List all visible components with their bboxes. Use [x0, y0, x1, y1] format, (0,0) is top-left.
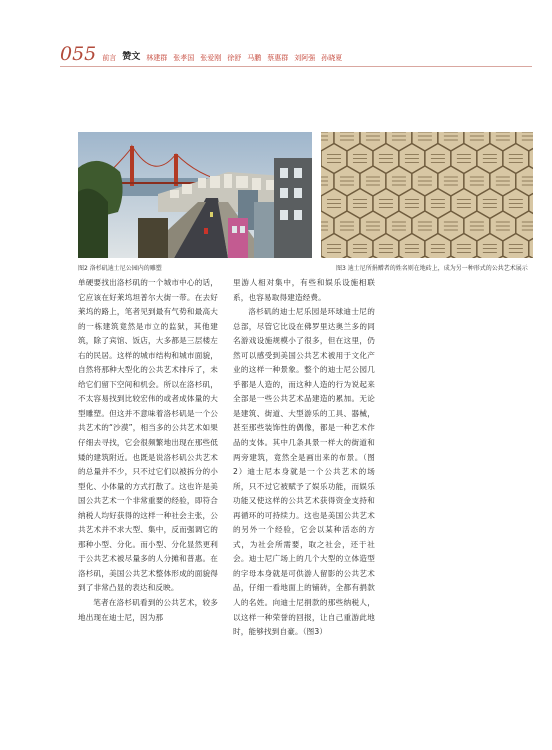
page-number: 055 [60, 43, 97, 65]
paragraph: 笔者在洛杉矶看到的公共艺术，较多地出现在迪士尼，因为那 [78, 598, 218, 622]
header-nav-item: 前言 [102, 54, 117, 63]
tiles-photo-image [321, 132, 533, 258]
figure-caption-2: 图3 迪士尼所捐赠者的姓名则在地砖上，成为另一种形式的公共艺术展示 [336, 265, 528, 272]
street-photo-image [78, 132, 312, 258]
paragraph: 单硬要找出洛杉矶的一个城市中心的话，它应该在好莱坞坦普尔大街一带。在去好莱坞的路上，笔者见到最有气势和最高大的一栋建筑竟然是市立的监狱，其他建筑，除了宾馆、饭店，大多都是三层楼左右的民居。这样的城市结构和城市面貌，自然将那种大型化的公共艺术排斥了，未给它们留下空间和机会。所以在洛杉矶，不太容易找到比较宏伟的或者成体量的大型雕塑。但这并不意味着洛杉矶是一个公共艺术的“沙漠”，相当多的公共艺术如果仔细去寻找，它会很频繁地出现在那些低矮的建筑附近。也既是说洛杉矶公共艺术的总量并不少，只不过它们以被拆分的小型化、小体量的方式打散了。这也许是美国公共艺术一个非常重要的经验，即符合纳税人均好获得的这样一种社会主张，公共艺术并不求大型、集中，反而强调它的那种小型、分化。而小型、分化显然更利于公共艺术被尽量多的人分摊和普惠。在洛杉矶，美国公共艺术整体形成的面貌得到了非常凸显的表达和反映。 [78, 278, 218, 593]
figure-tiles-photo [321, 132, 533, 258]
header-nav-item: 张孝国 [173, 54, 195, 63]
header-nav-item: 徐舒 [227, 54, 242, 63]
figure-street-photo [78, 132, 312, 258]
header-rule [60, 66, 532, 67]
text-column-1 [78, 276, 218, 625]
paragraph: 里游人相对集中，有些和娱乐设施相联系，也容易取得建造经费。 [233, 278, 375, 302]
page-header [60, 36, 532, 64]
header-nav-item: 张爱刚 [200, 54, 222, 63]
header-nav-item: 刘阿强 [294, 54, 316, 63]
header-nav-item: 林建群 [146, 54, 168, 63]
header-nav-item: 马鹏 [247, 54, 262, 63]
paragraph: 洛杉矶的迪士尼乐园是环球迪士尼的总部，尽管它比设在佛罗里达奥兰多的同名游戏设施规模小了很多，但在这里，仍然可以感受到美国公共艺术被用于文化产业的这样一种景象。整个的迪士尼公园几乎都是人造的，而这种人造的行为说起来全部是一些公共艺术品建造的累加。无论是建筑、街道、大型游乐的工具、器械，甚至那些装饰性的偶像，都是一种艺术作品的支体。其中几条具景一样大的街道和两旁建筑，竟然全是画出来的布景。（图2）迪士尼本身就是一个公共艺术的场所，只不过它被赋予了娱乐功能，而娱乐功能又使这样的公共艺术获得资金支持和再循环的可持续力。这也是美国公共艺术的另外一个经验，它会以某种活态的方式，为社会所需要，取之社会，还于社会。迪士尼广场上的几个大型的立体造型的字母本身就是可供游人留影的公共艺术品，仔细一看地面上的铺砖，全都有捐款人的名姓。向迪士尼捐款的那些纳税人，以这样一种荣誉的回报，让自己重游此地时，能够找到自豪。（图3） [233, 307, 375, 637]
header-nav-item: 孙晓夏 [321, 54, 343, 63]
text-column-2 [233, 276, 375, 640]
header-current-section: 赞文 [122, 52, 141, 63]
figure-caption-1: 图2 洛杉矶迪士尼公园内的雕塑 [78, 265, 162, 272]
header-nav-item: 蔡惠群 [267, 54, 289, 63]
